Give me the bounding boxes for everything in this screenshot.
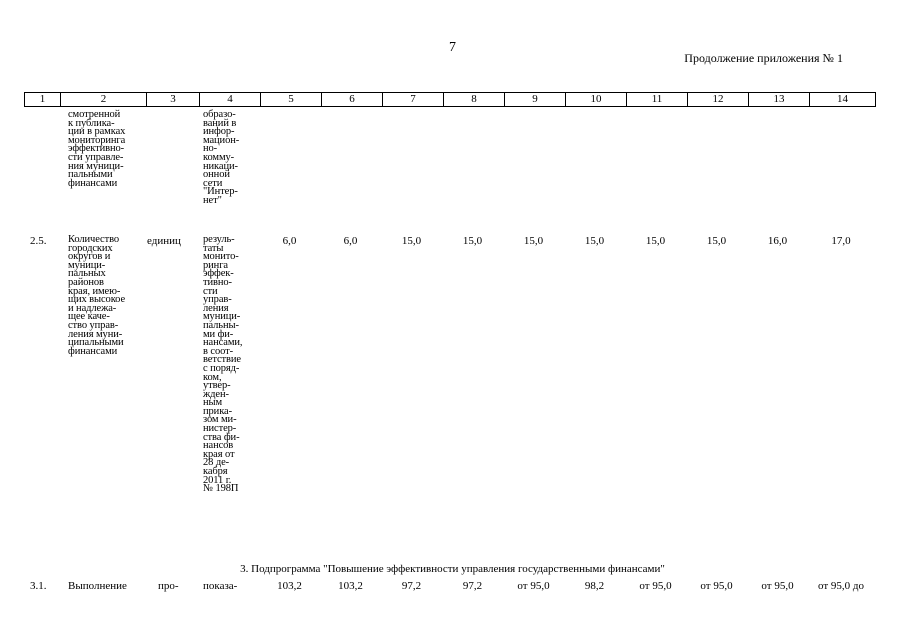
row-2-5-value-col9: 15,0	[523, 235, 544, 247]
header-col-1: 1	[39, 93, 46, 105]
header-col-8: 8	[443, 93, 504, 106]
row-3-1-value-col13: от 95,0	[761, 580, 794, 592]
row-2-5-value-col5: 6,0	[282, 235, 297, 247]
row-3-1-value-col10: 98,2	[584, 580, 605, 592]
continuation-title: Продолжение приложения № 1	[684, 51, 843, 65]
row-2-5-number: 2.5.	[30, 235, 47, 247]
row-2-5-value-col8: 15,0	[462, 235, 483, 247]
row-3-1-value-col9: от 95,0	[517, 580, 550, 592]
header-col-11: 11	[626, 93, 687, 106]
row-2-5-unit: единиц	[147, 235, 181, 247]
row-3-1-name: Выполнение	[68, 580, 127, 592]
header-col-10: 10	[565, 93, 626, 106]
header-col-9: 9	[504, 93, 565, 106]
table-header-row	[24, 92, 876, 107]
header-col-3: 3	[146, 93, 199, 106]
row-2-5-value-col7: 15,0	[401, 235, 422, 247]
header-col-7: 7	[382, 93, 443, 106]
row-2-5-source: резуль- таты монито- ринга эффек- тивно- сти управ- ления муници- пальны- ми фи- нансами, в соот- ветствие с поряд- ком, утвер- жден- ным прика- зом ми- нистер- ства фи- нансов края от 28 де- кабря 2011 г. № 198П	[203, 234, 243, 495]
header-col-6: 6	[321, 93, 382, 106]
row-2-5-value-col6: 6,0	[343, 235, 358, 247]
row-2-5-value-col12: 15,0	[706, 235, 727, 247]
row-3-1-value-col7: 97,2	[401, 580, 422, 592]
prev-row-name: смотренной к публика- ции в рамках мониторинга эффективно- сти управле- ния муници- пальными финансами	[68, 109, 126, 189]
header-col-12: 12	[687, 93, 748, 106]
header-col-2: 2	[60, 93, 146, 106]
row-3-1-value-col14: от 95,0 до	[817, 580, 864, 592]
row-3-1-number: 3.1.	[30, 580, 47, 592]
row-3-1-unit: про-	[158, 580, 179, 592]
row-3-1-value-col5: 103,2	[277, 580, 302, 592]
header-col-14: 14	[809, 93, 875, 106]
row-3-1-value-col6: 103,2	[338, 580, 363, 592]
row-3-1-source: показа-	[203, 580, 238, 592]
row-2-5-name: Количество городских округов и муници- пальных районов края, имею- щих высокое и надлежа- щее каче- ство управ- ления муни- ципальными финансами	[68, 234, 126, 357]
row-3-1-value-col11: от 95,0	[639, 580, 672, 592]
header-col-4: 4	[199, 93, 260, 106]
row-2-5-value-col13: 16,0	[767, 235, 788, 247]
row-2-5-value-col14: 17,0	[831, 235, 851, 247]
header-col-5: 5	[260, 93, 321, 106]
prev-row-source: образо- ваний в инфор- мацион- но- комму- никаци- онной сети "Интер- нет"	[203, 109, 240, 206]
subprogram-title: 3. Подпрограмма "Повышение эффективности управления государственными финансами"	[240, 563, 665, 575]
page-number: 7	[449, 40, 456, 55]
header-col-13: 13	[748, 93, 809, 106]
row-3-1-value-col8: 97,2	[462, 580, 483, 592]
row-2-5-value-col11: 15,0	[645, 235, 666, 247]
row-3-1-value-col12: от 95,0	[700, 580, 733, 592]
row-2-5-value-col10: 15,0	[584, 235, 605, 247]
